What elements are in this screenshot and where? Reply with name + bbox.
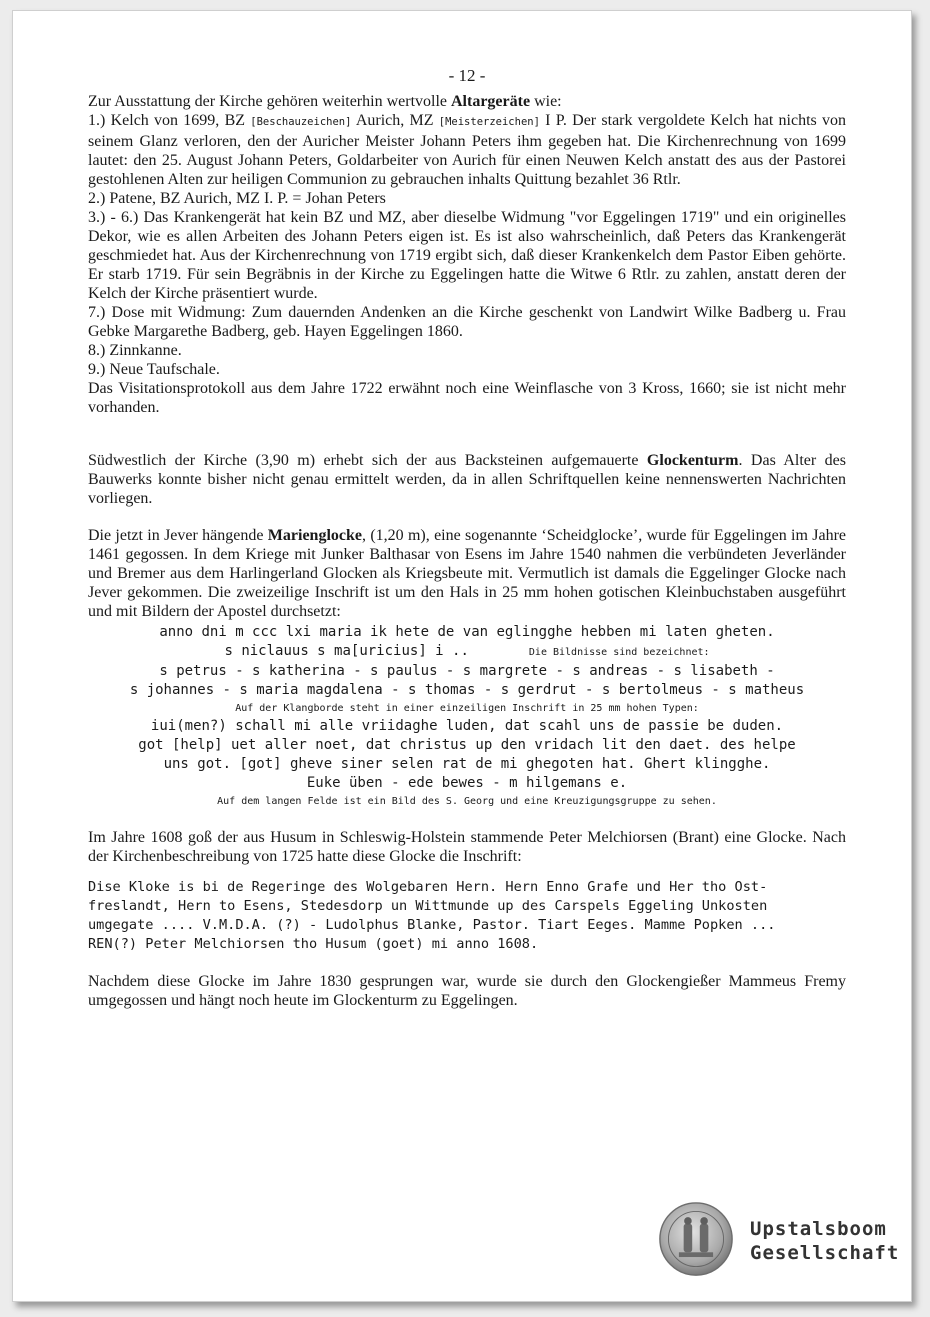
altar-item-1: 1.) Kelch von 1699, BZ [Beschauzeichen] Aurich, MZ [Meisterzeichen] I P. Der stark vergoldete Kelch hat nichts von seinem Glanz verloren, den der Auricher Meister Johann Peters ihm gegeben hat. Die Kirchenrechnung von 1699 lautet: den 25. August Johann Peters, Goldarbeiter von Aurich für einen Neuwen Kelch anstatt des aus der Pastorei gestohlenen Alten zur heiligen Communion zu gebrauchen inhalts Quittung bezahlet 36 Rtlr.: [88, 112, 846, 188]
footer-logo: [658, 1201, 912, 1281]
page-content: [88, 66, 846, 1010]
inscription-note: Auf der Klangborde steht in einer einzeiligen Inschrift in 25 mm hohen Typen:: [235, 703, 699, 714]
altar-item-9: 9.) Neue Taufschale.: [88, 361, 220, 378]
bell-1608-paragraph: Im Jahre 1608 goß der aus Husum in Schleswig-Holstein stammende Peter Melchiorsen (Brant) eine Glocke. Nach der Kirchenbeschreibung von 1725 hatte diese Glocke die Inschrift:: [88, 829, 846, 865]
altar-item-8: 8.) Zinnkanne.: [88, 342, 182, 359]
organization-name: Upstalsboom Gesellschaft: [750, 1218, 900, 1264]
inscription-note: Auf dem langen Felde ist ein Bild des S. Georg und eine Kreuzigungsgruppe zu sehen.: [217, 796, 717, 807]
inscription-line: got [help] uet aller noet, dat christus up den vridach lit den daet. des helpe: [138, 737, 796, 753]
kloke-line: REN(?) Peter Melchiorsen tho Husum (goet) mi anno 1608.: [88, 936, 539, 952]
kloke-line: Dise Kloke is bi de Regeringe des Wolgebaren Hern. Hern Enno Grafe und Her tho Ost-: [88, 879, 768, 895]
kloke-line: umgegate .... V.M.D.A. (?) - Ludolphus Blanke, Pastor. Tiart Eeges. Mamme Popken ...: [88, 917, 776, 933]
kloke-line: freslandt, Hern to Esens, Stedesdorp un Wittmunde up des Carspels Eggeling Unkosten: [88, 898, 768, 914]
visitation-note: Das Visitationsprotokoll aus dem Jahre 1722 erwähnt noch eine Weinflasche von 3 Kross, 1660; sie ist nicht mehr vorhanden.: [88, 380, 846, 416]
tower-paragraph: Südwestlich der Kirche (3,90 m) erhebt sich der aus Backsteinen aufgemauerte Glockenturm. Das Alter des Bauwerks konnte bisher nicht genau ermittelt werden, da in allen Schriftquellen keine nennenswerten Nachrichten vorliegen.: [88, 452, 847, 507]
page-number: - 12 -: [448, 66, 486, 85]
document-page: [12, 10, 912, 1302]
inscription-line: s niclauus s ma[uricius] i .. Die Bildnisse sind bezeichnet:: [224, 643, 710, 659]
altar-heading: Altargeräte: [451, 93, 531, 110]
mz-note: [Meisterzeichen]: [438, 116, 540, 128]
inscription-line: s johannes - s maria magdalena - s thomas - s gerdrut - s bertolmeus - s matheus: [129, 682, 805, 698]
seal-icon: [658, 1201, 734, 1277]
inscription-line: iui(men?) schall mi alle vriidaghe luden, dat scahl uns de passie be duden.: [150, 718, 784, 734]
kloke-inscription: [88, 878, 846, 954]
inscription-note: Die Bildnisse sind bezeichnet:: [528, 647, 710, 658]
marien-paragraph: Die jetzt in Jever hängende Marienglocke, (1,20 m), eine sogenannte ‘Scheidglocke’, wurde für Eggelingen im Jahre 1461 gegossen. In dem Kriege mit Junker Balthasar von Esens im Jahre 1540 nahmen die verbündeten Jeverländer und Bremer aus dem Harlingerland Glocken als Kriegsbeute mit. Vermutlich ist damals die Eggelinger Glocke nach Jever gekommen. Die zweizeilige Inschrift ist um den Hals in 25 mm hohen gotischen Kleinbuchstaben ausgeführt und mit Bildern der Apostel durchsetzt:: [88, 527, 847, 620]
altar-item-7: 7.) Dose mit Widmung: Zum dauernden Andenken an die Kirche geschenkt von Landwirt Wilke Badberg u. Frau Gebke Margarethe Badberg, geb. Hayen Eggelingen 1860.: [88, 304, 846, 340]
inscription-line: s petrus - s katherina - s paulus - s margrete - s andreas - s lisabeth -: [159, 663, 775, 679]
inscription-line: uns got. [got] gheve siner selen rat de mi ghegoten hat. Ghert klingghe.: [163, 756, 771, 772]
tower-heading: Glockenturm: [646, 452, 739, 469]
marien-heading: Marienglocke: [267, 527, 362, 544]
bz-note: [Beschauzeichen]: [250, 116, 352, 128]
closing-paragraph: Nachdem diese Glocke im Jahre 1830 gesprungen war, wurde sie durch den Glockengießer Mammeus Fremy umgegossen und hängt noch heute im Glockenturm zu Eggelingen.: [88, 973, 846, 1009]
altar-item-3-6: 3.) - 6.) Das Krankengerät hat kein BZ und MZ, aber dieselbe Widmung "vor Eggelingen 1719" und ein originelles Dekor, wie es allen Arbeiten des Johann Peters eigen ist. Es ist also wahrscheinlich, daß Peters das Krankengerät geschmiedet hat. Aus der Kirchenrechnung von 1719 ergibt sich, daß dieser Krankenkelch dem Pastor Eiben gehörte. Er starb 1719. Für sein Begräbnis in der Kirche zu Eggelingen hatte die Witwe 6 Rtlr. zu zahlen, anstatt deren der Kelch der Kirche präsentiert wurde.: [88, 209, 846, 302]
inscription-line: anno dni m ccc lxi maria ik hete de van eglingghe hebben mi laten gheten.: [159, 624, 775, 640]
marien-inscription: [88, 623, 846, 810]
altar-item-2: 2.) Patene, BZ Aurich, MZ I. P. = Johan Peters: [88, 190, 386, 207]
inscription-line: Euke üben - ede bewes - m hilgemans e.: [306, 775, 628, 791]
altar-intro: Zur Ausstattung der Kirche gehören weiterhin wertvolle Altargeräte wie:: [88, 93, 562, 110]
